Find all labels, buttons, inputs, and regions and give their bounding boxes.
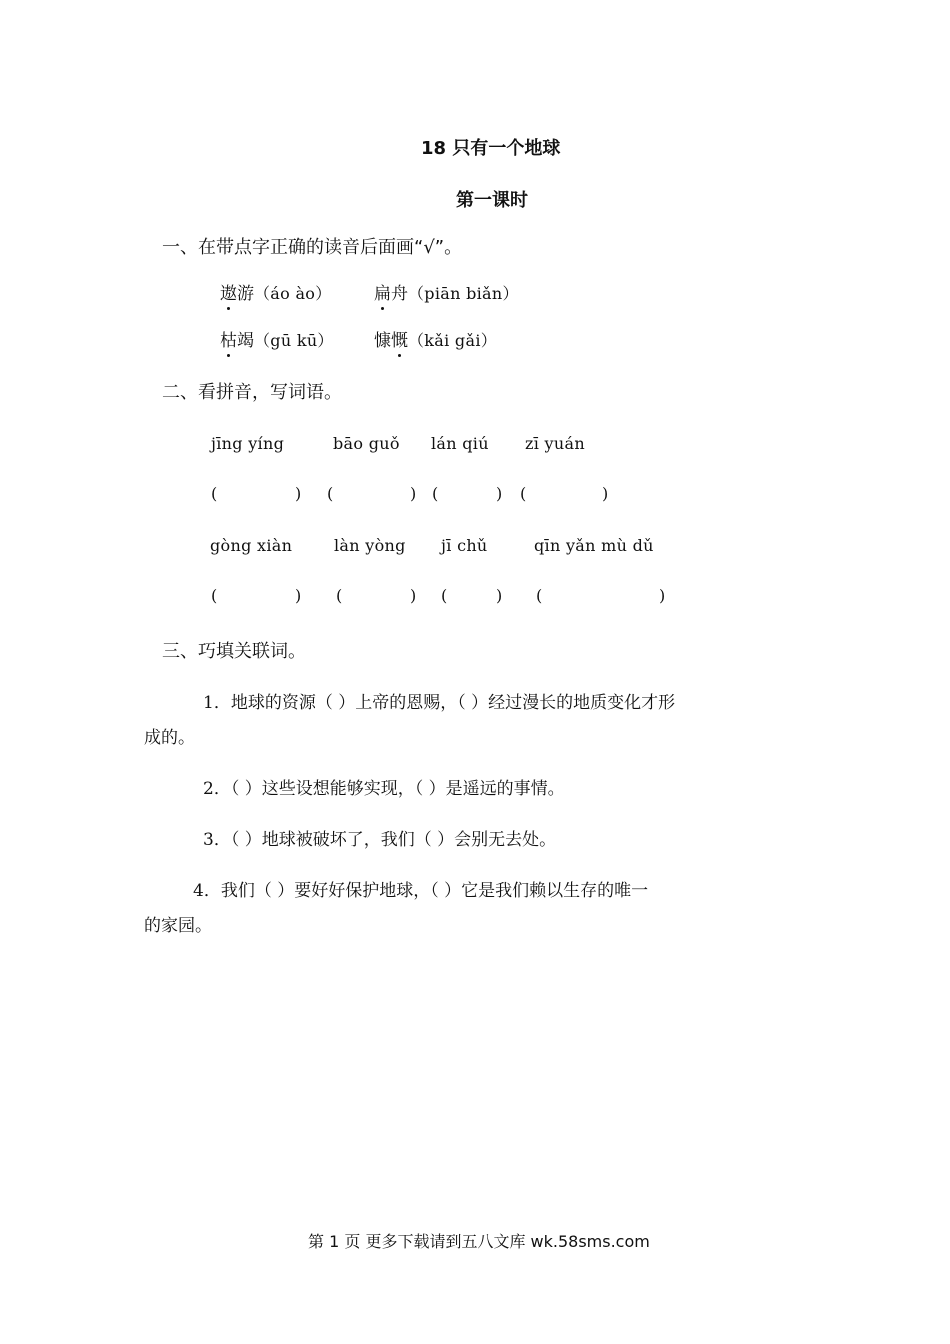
item-pinyin: （áo ào） xyxy=(254,284,332,303)
pinyin-7: jī chǔ xyxy=(441,536,488,555)
answer-paren-open: ( xyxy=(520,484,527,503)
item-pinyin: （kǎi gǎi） xyxy=(408,331,498,350)
answer-paren-open: ( xyxy=(432,484,439,503)
answer-paren-close: ) xyxy=(659,586,666,605)
section1-item-4 xyxy=(374,326,497,351)
pinyin-5: gòng xiàn xyxy=(210,536,293,555)
dotted-char: 枯 xyxy=(220,326,237,351)
item-rest: 游 xyxy=(237,284,254,304)
question-3: 3．（ ）地球被破坏了，我们（ ）会别无去处。 xyxy=(203,830,557,850)
section1-item-1 xyxy=(220,279,332,304)
section3-heading: 三、巧填关联词。 xyxy=(162,641,306,662)
item-pre: 慷 xyxy=(374,331,391,351)
question-4-line-1: 4．我们（ ）要好好保护地球，（ ）它是我们赖以生存的唯一 xyxy=(193,881,649,901)
answer-paren-close: ) xyxy=(295,586,302,605)
question-4-line-2: 的家园。 xyxy=(144,916,212,936)
pinyin-8: qīn yǎn mù dǔ xyxy=(534,536,654,555)
dotted-char: 扁 xyxy=(374,279,391,304)
item-pinyin: （piān biǎn） xyxy=(408,284,519,303)
answer-paren-close: ) xyxy=(496,586,503,605)
question-2: 2．（ ）这些设想能够实现，（ ）是遥远的事情。 xyxy=(203,779,565,799)
pinyin-3: lán qiú xyxy=(431,434,489,453)
pinyin-1: jīng yíng xyxy=(211,434,285,453)
answer-paren-open: ( xyxy=(536,586,543,605)
item-rest: 竭 xyxy=(237,331,254,351)
answer-paren-close: ) xyxy=(410,586,417,605)
answer-paren-open: ( xyxy=(211,586,218,605)
question-1-line-2: 成的。 xyxy=(144,728,195,748)
section1-item-3 xyxy=(220,326,334,351)
question-1-line-1: 1．地球的资源（ ）上帝的恩赐，（ ）经过漫长的地质变化才形 xyxy=(203,693,676,713)
answer-paren-close: ) xyxy=(602,484,609,503)
section1-heading: 一、在带点字正确的读音后面画“√”。 xyxy=(162,237,463,258)
lesson-subtitle: 第一课时 xyxy=(456,190,528,211)
item-pinyin: （gū kū） xyxy=(254,331,334,350)
lesson-title: 18 只有一个地球 xyxy=(421,138,561,159)
item-rest: 舟 xyxy=(391,284,408,304)
dotted-char: 遨 xyxy=(220,279,237,304)
answer-paren-open: ( xyxy=(441,586,448,605)
answer-paren-open: ( xyxy=(327,484,334,503)
answer-paren-close: ) xyxy=(410,484,417,503)
page-footer: 第 1 页 更多下载请到五八文库 wk.58sms.com xyxy=(308,1232,650,1251)
pinyin-2: bāo guǒ xyxy=(333,434,400,453)
answer-paren-open: ( xyxy=(211,484,218,503)
dotted-char: 慨 xyxy=(391,326,408,351)
answer-paren-open: ( xyxy=(336,586,343,605)
section2-heading: 二、看拼音，写词语。 xyxy=(162,382,342,403)
pinyin-4: zī yuán xyxy=(525,434,585,453)
answer-paren-close: ) xyxy=(496,484,503,503)
answer-paren-close: ) xyxy=(295,484,302,503)
pinyin-6: làn yòng xyxy=(334,536,406,555)
section1-item-2 xyxy=(374,279,519,304)
